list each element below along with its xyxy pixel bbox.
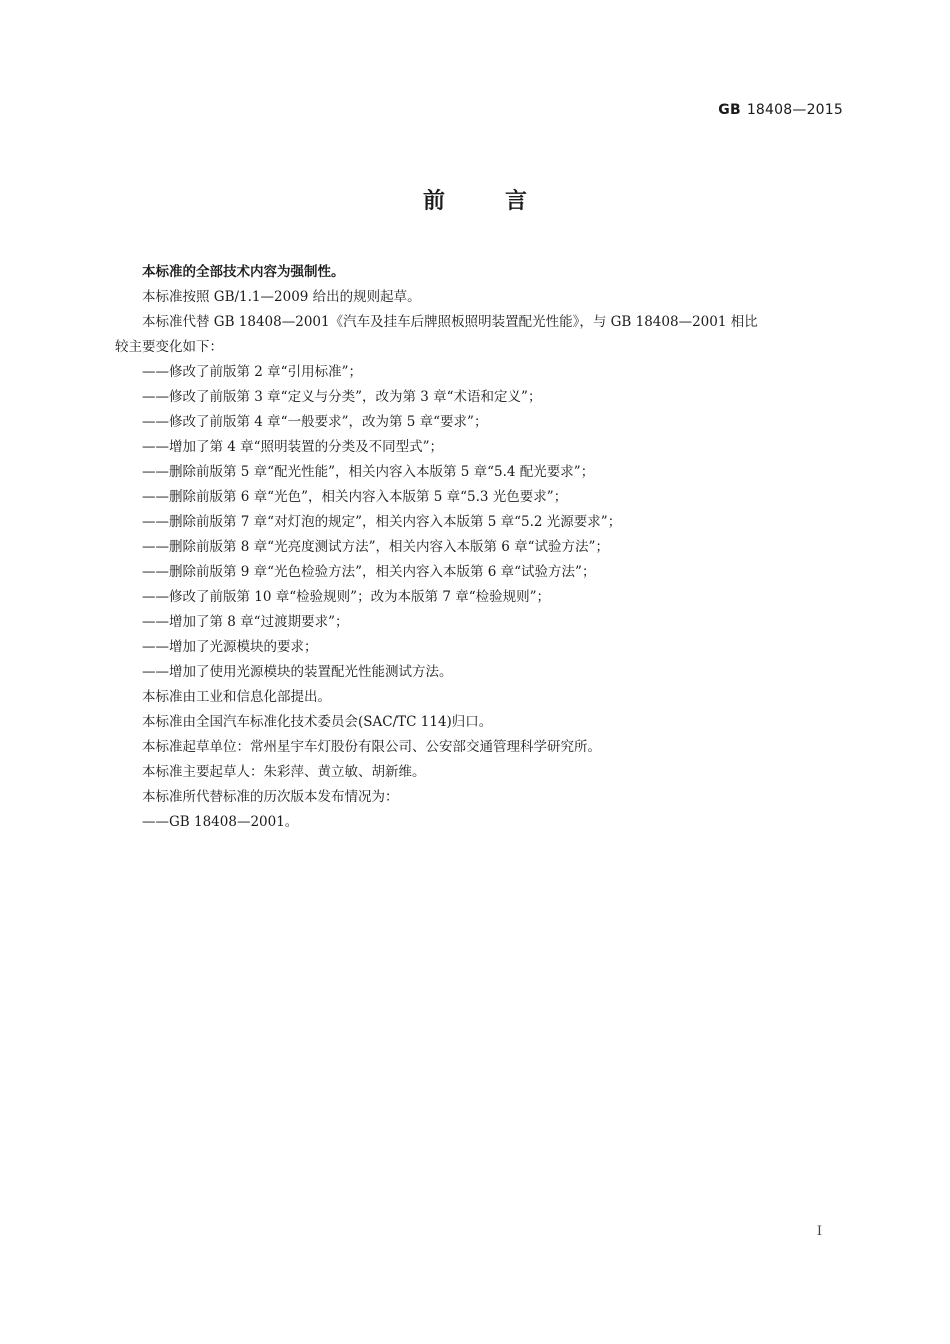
foreword-body — [115, 260, 843, 835]
history-intro: 本标准所代替标准的历次版本发布情况为： — [142, 789, 399, 805]
change-item: ——删除前版第 7 章“对灯泡的规定”，相关内容入本版第 5 章“5.2 光源要求”； — [142, 514, 622, 530]
change-item: ——删除前版第 5 章“配光性能”，相关内容入本版第 5 章“5.4 配光要求”； — [142, 464, 595, 480]
change-item: ——删除前版第 9 章“光色检验方法”，相关内容入本版第 6 章“试验方法”； — [142, 564, 596, 580]
change-item: ——修改了前版第 2 章“引用标准”； — [142, 364, 362, 380]
change-item: ——增加了使用光源模块的装置配光性能测试方法。 — [142, 664, 453, 680]
standard-prefix: GB — [718, 102, 741, 118]
change-item: ——增加了光源模块的要求； — [142, 639, 318, 655]
drafting-rule: 本标准按照 GB/1.1—2009 给出的规则起草。 — [142, 289, 421, 305]
standard-code — [718, 102, 843, 118]
page-title: 前言 — [422, 189, 587, 214]
standard-number: 18408—2015 — [746, 102, 843, 118]
mandatory-statement: 本标准的全部技术内容为强制性。 — [142, 264, 345, 280]
drafters: 本标准主要起草人：朱彩萍、黄立敏、胡新维。 — [142, 764, 426, 780]
change-item: ——修改了前版第 10 章“检验规则”；改为本版第 7 章“检验规则”； — [142, 589, 551, 605]
replaces-statement: 本标准代替 GB 18408—2001《汽车及挂车后牌照板照明装置配光性能》，与 GB 18408—2001 相比 — [142, 314, 758, 330]
proposed-by: 本标准由工业和信息化部提出。 — [142, 689, 331, 705]
change-item: ——增加了第 4 章“照明装置的分类及不同型式”； — [142, 439, 443, 455]
change-item: ——增加了第 8 章“过渡期要求”； — [142, 614, 349, 630]
drafting-units: 本标准起草单位：常州星宇车灯股份有限公司、公安部交通管理科学研究所。 — [142, 739, 601, 755]
change-item: ——删除前版第 6 章“光色”，相关内容入本版第 5 章“5.3 光色要求”； — [142, 489, 568, 505]
administered-by: 本标准由全国汽车标准化技术委员会(SAC/TC 114)归口。 — [142, 714, 493, 730]
change-item: ——删除前版第 8 章“光亮度测试方法”，相关内容入本版第 6 章“试验方法”； — [142, 539, 609, 555]
page-number: I — [816, 1224, 822, 1239]
replaces-statement-continued: 较主要变化如下： — [115, 339, 223, 355]
history-item: ——GB 18408—2001。 — [142, 814, 299, 830]
change-item: ——修改了前版第 3 章“定义与分类”，改为第 3 章“术语和定义”； — [142, 389, 542, 405]
change-item: ——修改了前版第 4 章“一般要求”，改为第 5 章“要求”； — [142, 414, 488, 430]
